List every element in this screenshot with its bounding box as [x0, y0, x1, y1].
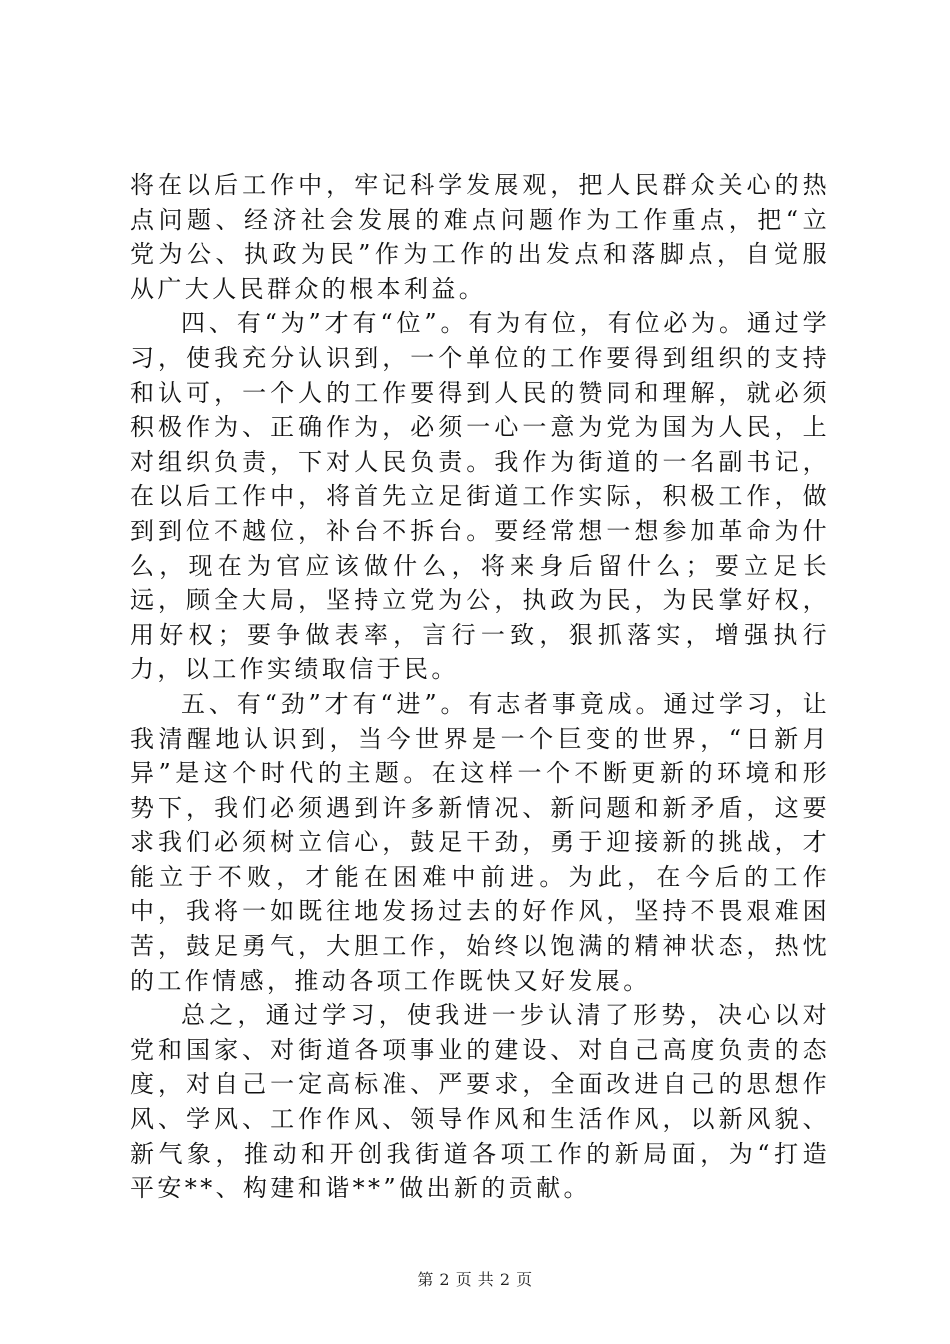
paragraph-section-four: 四、有“为”才有“位”。有为有位，有位必为。通过学习，使我充分认识到，一个单位的工作要得到组织的支持和认可，一个人的工作要得到人民的赞同和理解，就必须积极作为、正确作为，必须一心一意为党为国为人民，上对组织负责，下对人民负责。我作为街道的一名副书记，在以后工作中，将首先立足街道工作实际，积极工作，做到到位不越位，补台不拆台。要经常想一想参加革命为什么，现在为官应该做什么，将来身后留什么；要立足长远，顾全大局，坚持立党为公，执政为民，为民掌好权，用好权；要争做表率，言行一致，狠抓落实，增强执行力，以工作实绩取信于民。 [130, 309, 830, 684]
document-body [130, 168, 830, 1206]
paragraph-conclusion: 总之，通过学习，使我进一步认清了形势，决心以对党和国家、对街道各项事业的建设、对自己高度负责的态度，对自己一定高标准、严要求，全面改进自己的思想作风、学风、工作作风、领导作风和生活作风，以新风貌、新气象，推动和开创我街道各项工作的新局面，为“打造平安**、构建和谐**”做出新的贡献。 [130, 1001, 830, 1203]
paragraph-continuation: 将在以后工作中，牢记科学发展观，把人民群众关心的热点问题、经济社会发展的难点问题作为工作重点，把“立党为公、执政为民”作为工作的出发点和落脚点，自觉服从广大人民群众的根本利益。 [130, 171, 830, 303]
paragraph-section-five: 五、有“劲”才有“进”。有志者事竟成。通过学习，让我清醒地认识到，当今世界是一个巨变的世界，“日新月异”是这个时代的主题。在这样一个不断更新的环境和形势下，我们必须遇到许多新情况、新问题和新矛盾，这要求我们必须树立信心，鼓足干劲，勇于迎接新的挑战，才能立于不败，才能在困难中前进。为此，在今后的工作中，我将一如既往地发扬过去的好作风，坚持不畏艰难困苦，鼓足勇气，大胆工作，始终以饱满的精神状态，热忱的工作情感，推动各项工作既快又好发展。 [130, 689, 830, 995]
page-footer: 第 2 页 共 2 页 [417, 1270, 533, 1289]
